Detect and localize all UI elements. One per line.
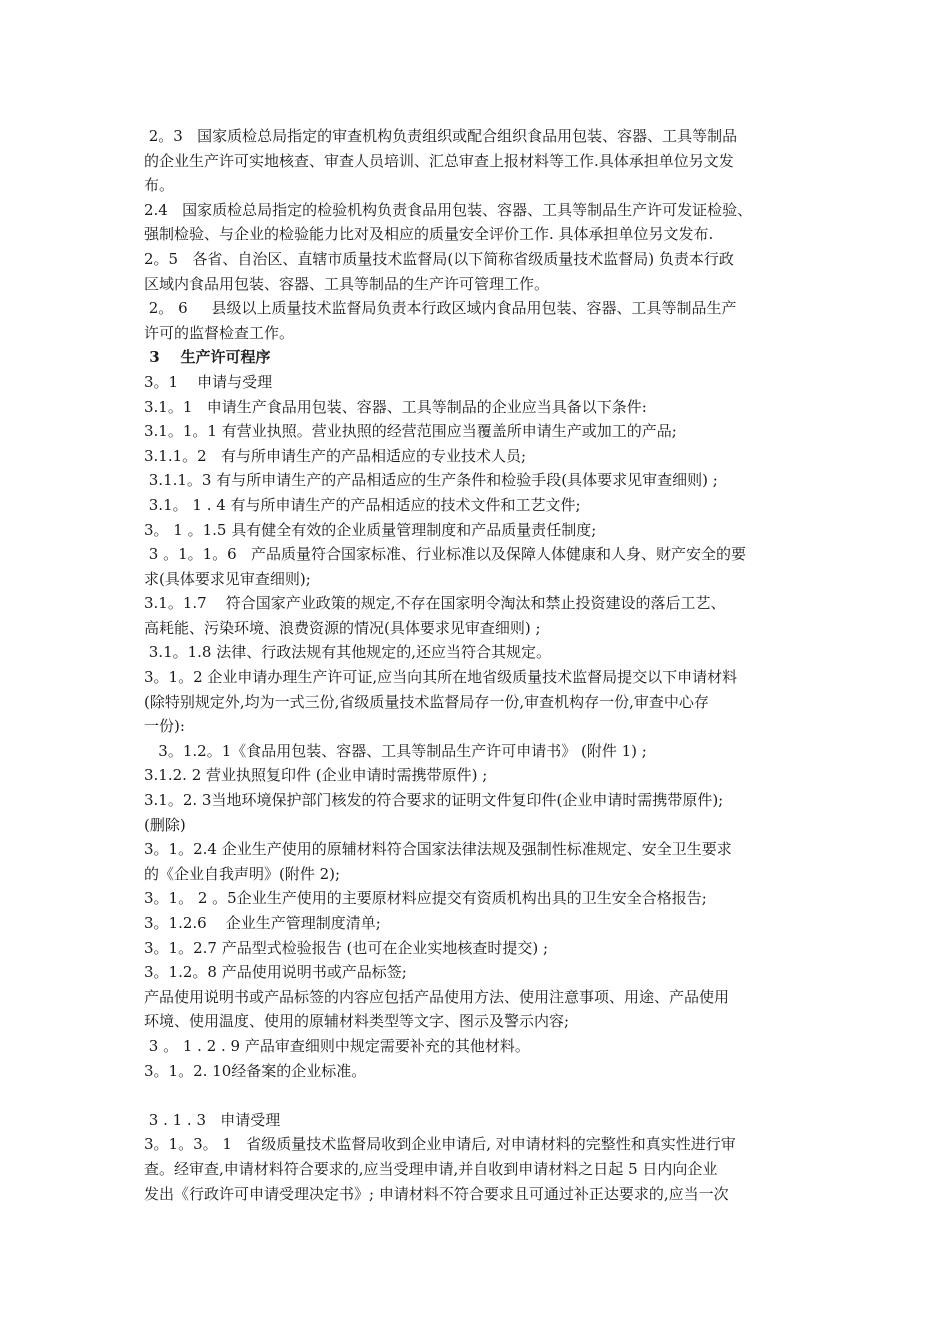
blank-line <box>144 1083 834 1108</box>
text-line: 3。1.2。1《食品用包装、容器、工具等制品生产许可申请书》 (附件 1) ; <box>144 741 647 760</box>
text-line: 3 。 1 . 2 . 9 产品审查细则中规定需要补充的其他材料。 <box>144 1036 530 1055</box>
text-line: 3.1。 1 . 4 有与所申请生产的产品相适应的技术文件和工艺文件; <box>144 495 581 514</box>
text-line: 3.1。1 申请生产食品用包装、容器、工具等制品的企业应当具备以下条件: <box>144 397 647 416</box>
text-line: 3。1。 2 。5企业生产使用的主要原材料应提交有资质机构出具的卫生安全合格报告; <box>144 889 707 908</box>
text-line: 3。1。2 企业申请办理生产许可证,应当向其所在地省级质量技术监督局提交以下申请材料 <box>144 668 738 687</box>
text-line: 3.1。1.7 符合国家产业政策的规定,不存在国家明令淘汰和禁止投资建设的落后工艺、 <box>144 594 726 613</box>
text-line: 区域内食品用包装、容器、工具等制品的生产许可管理工作。 <box>144 274 550 293</box>
text-line: 布。 <box>144 176 175 195</box>
text-line: 求(具体要求见审查细则); <box>144 569 311 588</box>
section-heading: 3 生产许可程序 <box>144 348 271 367</box>
text-line: 查。经审查,申请材料符合要求的,应当受理申请,并自收到申请材料之日起 5 日内向企业 <box>144 1159 718 1178</box>
text-line: 3。1.2。8 产品使用说明书或产品标签; <box>144 963 407 982</box>
text-line: 3。1 申请与受理 <box>144 372 273 391</box>
text-line: 3。 1 。1.5 具有健全有效的企业质量管理制度和产品质量责任制度; <box>144 520 597 539</box>
text-line: 3.1。2. 3当地环境保护部门核发的符合要求的证明文件复印件(企业申请时需携带原件); <box>144 791 724 810</box>
text-line: 产品使用说明书或产品标签的内容应包括产品使用方法、使用注意事项、用途、产品使用 <box>144 987 730 1006</box>
text-line: 3.1。1.8 法律、行政法规有其他规定的,还应当符合其规定。 <box>144 643 552 662</box>
text-line: 2。 6 县级以上质量技术监督局负责本行政区域内食品用包装、容器、工具等制品生产 <box>144 299 737 318</box>
text-line: (删除) <box>144 815 186 834</box>
text-line: 的企业生产许可实地核查、审查人员培训、汇总审查上报材料等工作.具体承担单位另文发 <box>144 151 734 170</box>
text-line: 3 . 1 . 3 申请受理 <box>144 1110 281 1129</box>
text-line: 3。1。2.4 企业生产使用的原辅材料符合国家法律法规及强制性标准规定、安全卫生要求 <box>144 840 732 859</box>
text-line: 的《企业自我声明》(附件 2); <box>144 864 341 883</box>
text-line: 3。1。2.7 产品型式检验报告 (也可在企业实地核查时提交) ; <box>144 938 549 957</box>
text-line: 强制检验、与企业的检验能力比对及相应的质量安全评价工作. 具体承担单位另文发布. <box>144 225 714 244</box>
text-line: 3.1.1。2 有与所申请生产的产品相适应的专业技术人员; <box>144 446 527 465</box>
text-line: 2。3 国家质检总局指定的审查机构负责组织或配合组织食品用包装、容器、工具等制品 <box>144 127 738 145</box>
text-line: 3 。1。1。6 产品质量符合国家标准、行业标准以及保障人体健康和人身、财产安全的要 <box>144 545 747 564</box>
text-line: 环境、使用温度、使用的原辅材料类型等文字、图示及警示内容; <box>144 1012 570 1031</box>
text-line: 3.1.2. 2 营业执照复印件 (企业申请时需携带原件) ; <box>144 766 488 785</box>
document-body <box>144 124 834 1206</box>
text-line: 发出《行政许可申请受理决定书》; 申请材料不符合要求且可通过补正达要求的,应当一次 <box>144 1184 729 1203</box>
text-line: 3.1。1。1 有营业执照。营业执照的经营范围应当覆盖所申请生产或加工的产品; <box>144 422 677 441</box>
text-line: 3。1.2.6 企业生产管理制度清单; <box>144 914 381 932</box>
text-line: (除特别规定外,均为一式三份,省级质量技术监督局存一份,审查机构存一份,审查中心存 <box>144 692 709 711</box>
text-line: 高耗能、污染环境、浪费资源的情况(具体要求见审查细则) ; <box>144 618 541 637</box>
text-line: 3。1。3。 1 省级质量技术监督局收到企业申请后, 对申请材料的完整性和真实性进行审 <box>144 1135 736 1154</box>
text-line: 2.4 国家质检总局指定的检验机构负责食品用包装、容器、工具等制品生产许可发证检验、 <box>144 200 753 219</box>
text-line: 3.1.1。3 有与所申请生产的产品相适应的生产条件和检验手段(具体要求见审查细则) ; <box>144 471 718 490</box>
text-line: 3。1。2. 10经备案的企业标准。 <box>144 1061 367 1080</box>
text-line: 2。5 各省、自治区、直辖市质量技术监督局(以下简称省级质量技术监督局) 负责本行政 <box>144 249 734 268</box>
text-line: 一份): <box>144 717 185 736</box>
text-line: 许可的监督检查工作。 <box>144 323 295 342</box>
